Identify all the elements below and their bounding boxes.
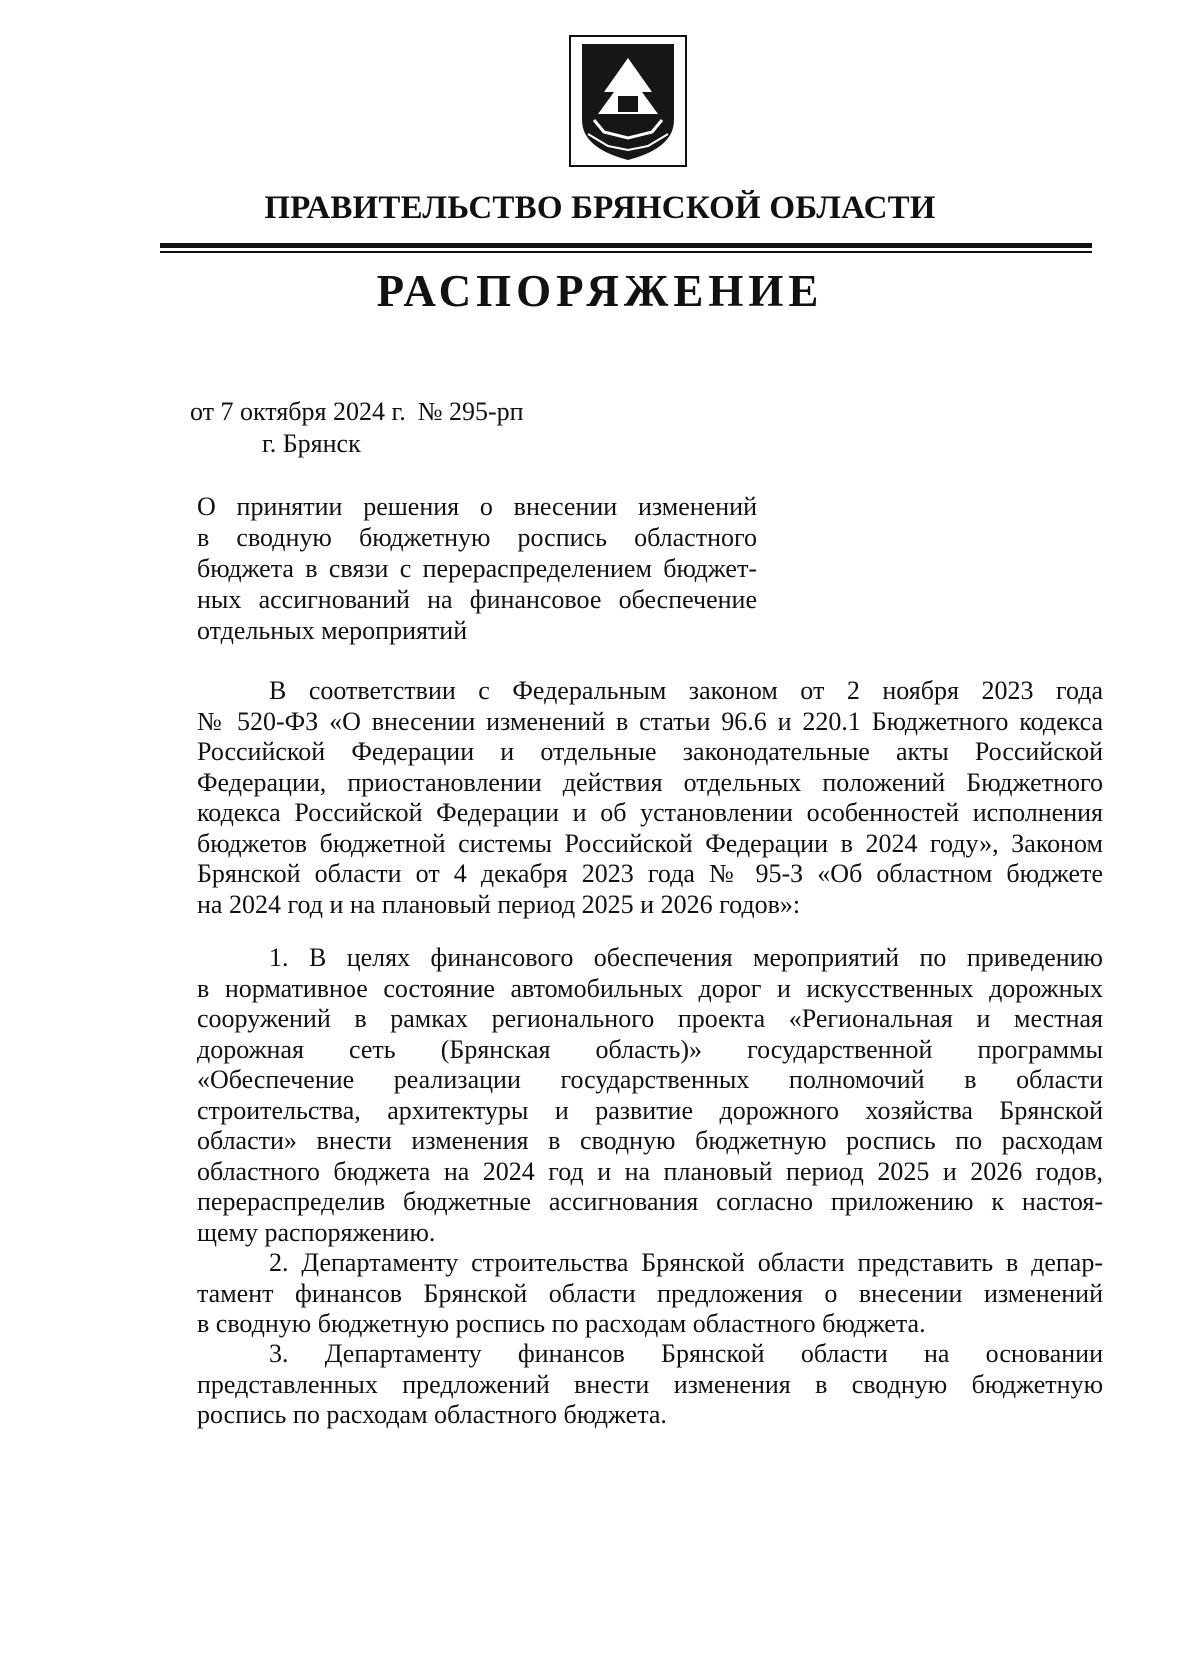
subject-line: О принятии решения о внесении изменений xyxy=(197,492,757,521)
body-line: В соответствии с Федеральным законом от 2 ноября 2023 года xyxy=(269,676,1103,705)
body-line: перераспределив бюджетные ассигнования согласно приложению к настоя- xyxy=(197,1187,1103,1216)
coat-of-arms-icon xyxy=(568,34,688,168)
item-1-paragraph xyxy=(197,943,1103,1248)
item-3-paragraph xyxy=(197,1339,1103,1431)
body-line: областного бюджета на 2024 год и на плановый период 2025 и 2026 годов, xyxy=(197,1156,1103,1186)
body-line: № 520-ФЗ «О внесении изменений в статьи 96.6 и 220.1 Бюджетного кодекса xyxy=(197,706,1103,736)
document-type-title: РАСПОРЯЖЕНИЕ xyxy=(376,266,824,316)
body-line: бюджетов бюджетной системы Российской Федерации в 2024 году», Законом xyxy=(197,828,1103,858)
preamble-paragraph xyxy=(197,676,1103,920)
body-line: в нормативное состояние автомобильных дорог и искусственных дорожных xyxy=(197,973,1103,1003)
body-line: 1. В целях финансового обеспечения мероприятий по приведению xyxy=(269,943,1103,972)
government-title: ПРАВИТЕЛЬСТВО БРЯНСКОЙ ОБЛАСТИ xyxy=(264,190,936,226)
body-line: сооружений в рамках регионального проекта «Региональная и местная xyxy=(197,1004,1103,1033)
subject-line: бюджета в связи с перераспределением бюджет- xyxy=(197,554,757,583)
subject-line: в сводную бюджетную роспись областного xyxy=(197,523,757,552)
header-rule-thin xyxy=(160,251,1092,253)
body-line: Брянской области от 4 декабря 2023 года № 95-З «Об областном бюджете xyxy=(197,859,1103,888)
body-line: Федерации, приостановлении действия отдельных положений Бюджетного xyxy=(197,767,1103,797)
body-line: дорожная сеть (Брянская область)» государственной программы xyxy=(197,1034,1103,1064)
document-city: г. Брянск xyxy=(262,429,361,458)
body-line: тамент финансов Брянской области предложения о внесении изменений xyxy=(197,1278,1103,1308)
body-line: строительства, архитектуры и развитие дорожного хозяйства Брянской xyxy=(197,1095,1103,1125)
body-line: области» внести изменения в сводную бюджетную роспись по расходам xyxy=(197,1126,1103,1155)
body-line: в сводную бюджетную роспись по расходам областного бюджета. xyxy=(197,1309,926,1338)
body-line: на 2024 год и на плановый период 2025 и 2026 годов»: xyxy=(197,889,801,919)
body-line: Российской Федерации и отдельные законодательные акты Российской xyxy=(197,737,1103,766)
body-line: 3. Департаменту финансов Брянской области на основании xyxy=(269,1339,1103,1368)
header-rule-thick xyxy=(160,243,1092,248)
body-line: щему распоряжению. xyxy=(197,1217,436,1247)
body-line: кодекса Российской Федерации и об установлении особенностей исполнения xyxy=(197,798,1103,827)
document-meta xyxy=(190,396,524,460)
subject-line: ных ассигнований на финансовое обеспечение xyxy=(197,585,757,614)
item-2-paragraph xyxy=(197,1248,1103,1340)
document-subject xyxy=(197,491,757,646)
document-date: от 7 октября 2024 г. xyxy=(190,397,406,426)
date-number-line xyxy=(190,396,524,428)
body-line: «Обеспечение реализации государственных полномочий в области xyxy=(197,1065,1103,1094)
body-line: представленных предложений внести изменения в сводную бюджетную xyxy=(197,1369,1103,1399)
body-line: 2. Департаменту строительства Брянской области представить в депар- xyxy=(269,1248,1103,1277)
subject-line: отдельных мероприятий xyxy=(197,616,468,645)
body-line: роспись по расходам областного бюджета. xyxy=(197,1400,667,1429)
document-number: № 295-рп xyxy=(417,397,524,426)
